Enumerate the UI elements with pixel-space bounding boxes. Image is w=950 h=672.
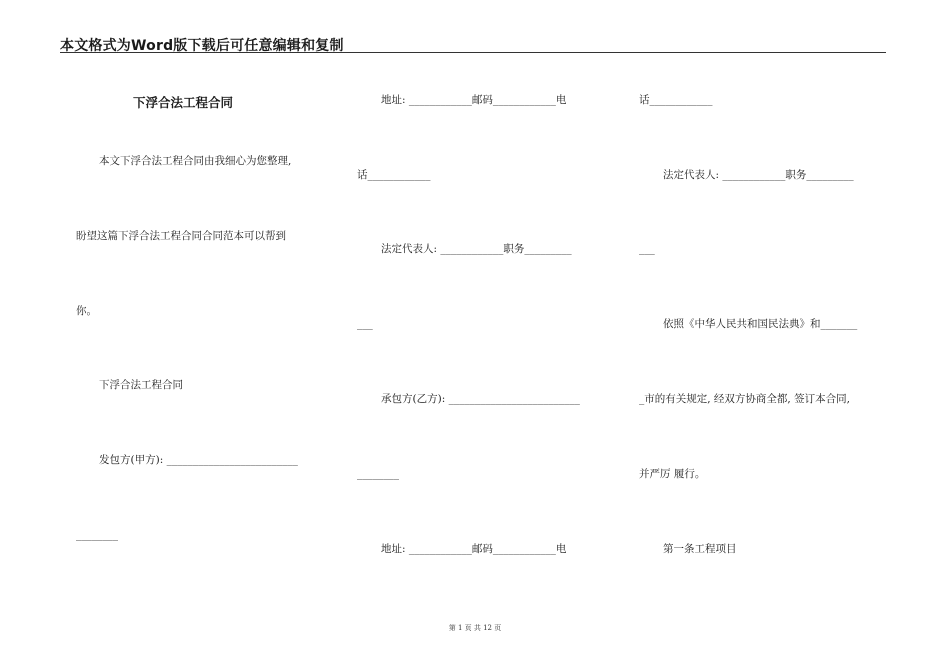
text-line: ________ [76,529,118,541]
text-line: 下浮合法工程合同 [99,379,183,391]
text-line: 你。 [76,305,97,317]
page-number: 第 1 页 共 12 页 [448,624,502,632]
text-line: _市的有关规定, 经双方协商全都, 签订本合同, [639,393,850,405]
legal-rep-field: 法定代表人: ____________职务_________ [663,169,854,181]
party-a-field: 发包方(甲方): _________________________ [99,454,298,466]
text-line: 盼望这篇下浮合法工程合同合同范本可以帮到 [76,230,286,242]
address-field: 地址: ____________邮码____________电 [381,94,567,106]
party-b-field: 承包方(乙方): _________________________ [381,393,580,405]
text-line: 依照《中华人民共和国民法典》和_______ [663,318,858,330]
text-line: 本文下浮合法工程合同由我细心为您整理, [99,155,292,167]
document-header-title: 本文格式为Word版下载后可任意编辑和复制 [60,38,344,54]
text-line: ___ [357,318,373,330]
text-line: 并严厉 履行。 [639,468,706,480]
text-line: ___ [639,243,655,255]
legal-rep-field: 法定代表人: ____________职务_________ [381,243,572,255]
text-line: ________ [357,468,399,480]
phone-field: 话____________ [357,169,431,181]
section-heading: 第一条工程项目 [663,543,737,555]
document-title: 下浮合法工程合同 [133,95,234,110]
address-field: 地址: ____________邮码____________电 [381,543,567,555]
header-divider [60,52,886,53]
phone-field: 话____________ [639,94,713,106]
